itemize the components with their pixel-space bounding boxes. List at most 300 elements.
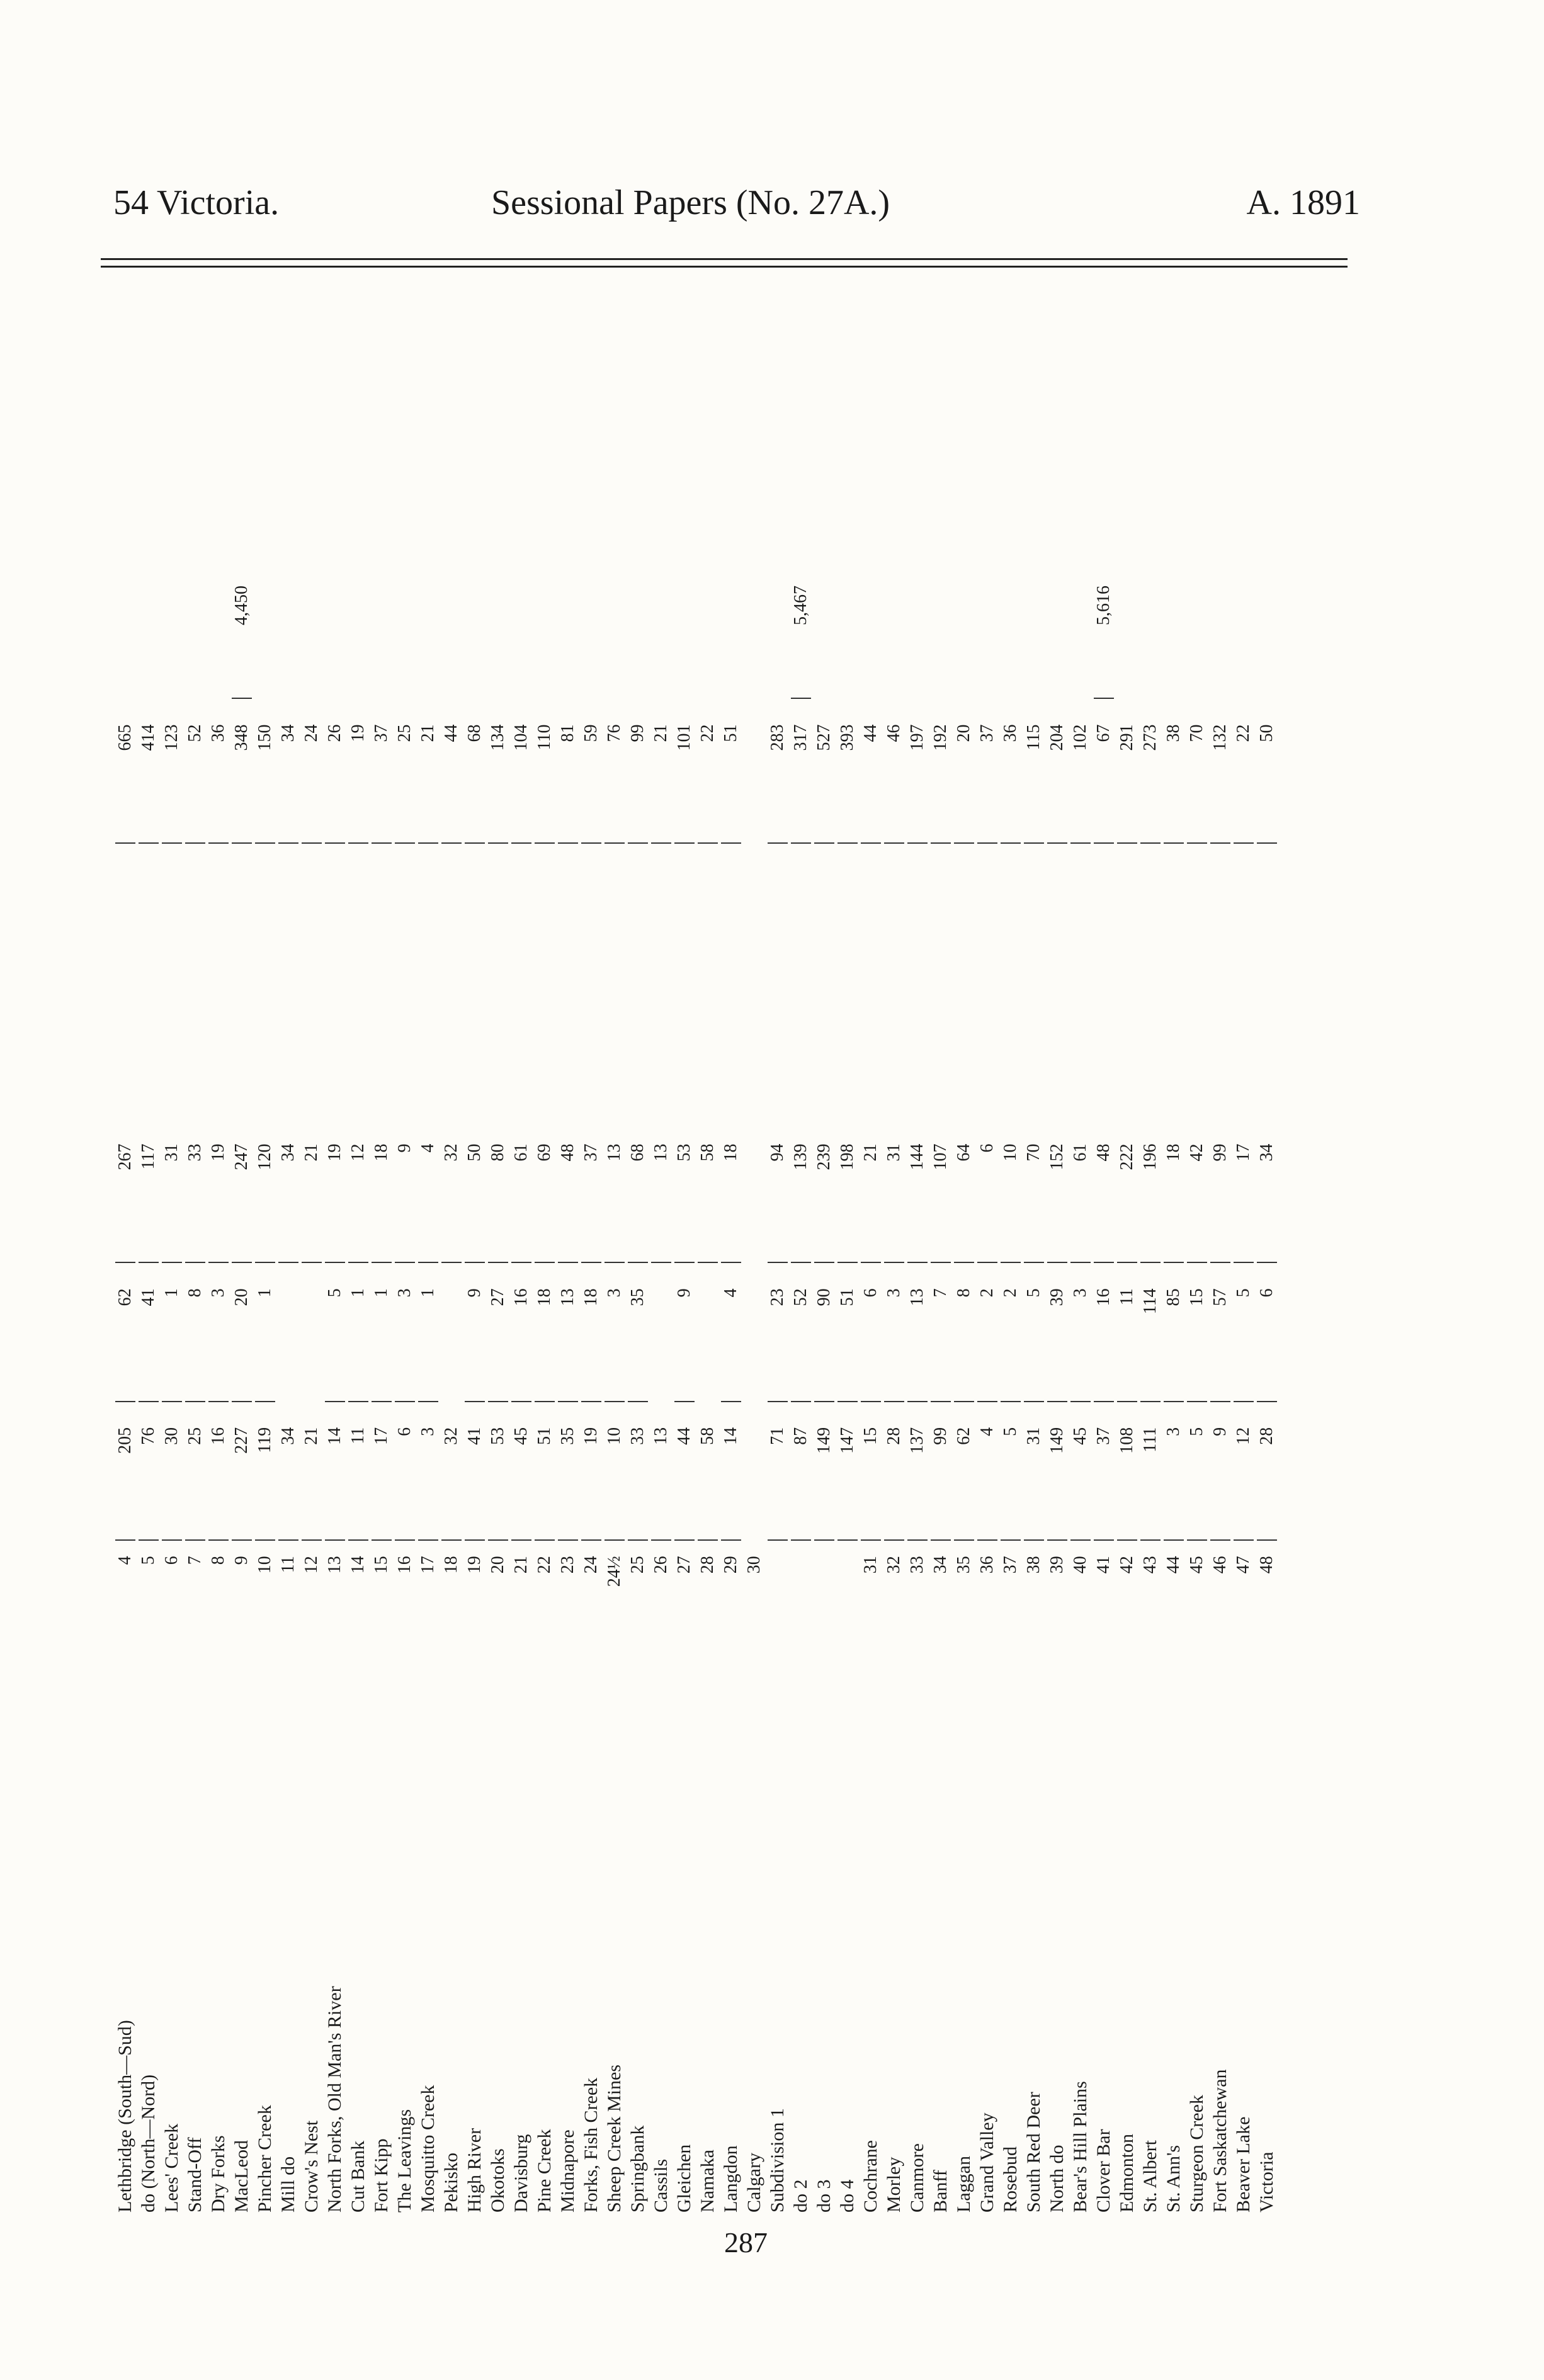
row-name: Davisburg — [510, 2134, 531, 2213]
row-name: Canmore — [906, 2143, 928, 2213]
value-3: 31 — [884, 1118, 904, 1263]
row-name: do 2 — [790, 2179, 811, 2213]
value-4: 21 — [418, 699, 438, 844]
value-1: 3 — [418, 1402, 438, 1541]
value-3: 80 — [488, 1118, 508, 1263]
value-1: 19 — [581, 1402, 601, 1541]
value-4: 273 — [1140, 699, 1161, 844]
row-number: 21 — [511, 1556, 531, 1574]
row-name: Cochrane — [860, 2140, 881, 2213]
header-left: 54 Victoria. — [113, 183, 280, 222]
table-row — [300, 567, 323, 2216]
row-number: 36 — [977, 1556, 997, 1574]
value-4: 101 — [674, 699, 695, 844]
value-3: 107 — [931, 1118, 951, 1263]
table-row — [160, 567, 183, 2216]
rotated-table-wrapper — [113, 567, 1348, 2216]
table-row — [719, 567, 742, 2216]
value-3: 9 — [395, 1118, 415, 1263]
value-3: 267 — [115, 1118, 135, 1263]
row-number: 34 — [930, 1556, 950, 1574]
table-row — [1255, 567, 1278, 2216]
value-2: 1 — [162, 1263, 182, 1402]
value-1: 99 — [931, 1402, 951, 1541]
row-name: Sturgeon Creek — [1186, 2095, 1207, 2213]
value-3: 37 — [581, 1118, 601, 1263]
value-2: 16 — [511, 1263, 531, 1402]
value-4: 19 — [348, 699, 368, 844]
row-name: Laggan — [953, 2156, 974, 2213]
value-2: 7 — [931, 1263, 951, 1402]
value-3: 117 — [139, 1118, 159, 1263]
table-row — [836, 567, 859, 2216]
value-1: 32 — [441, 1402, 462, 1541]
header-center: Sessional Papers (No. 27A.) — [491, 183, 890, 222]
value-4: 22 — [698, 699, 718, 844]
value-4: 132 — [1210, 699, 1230, 844]
row-number: 20 — [487, 1556, 508, 1574]
group-total: 5,467 — [791, 567, 811, 699]
value-2: 3 — [208, 1263, 229, 1402]
value-3: 239 — [814, 1118, 834, 1263]
value-3: 42 — [1187, 1118, 1207, 1263]
row-name: Springbank — [627, 2125, 648, 2213]
row-name: Bear's Hill Plains — [1069, 2081, 1091, 2213]
value-2: 3 — [884, 1263, 904, 1402]
row-name: Mill do — [277, 2156, 298, 2213]
row-name: Cassils — [650, 2158, 671, 2213]
value-3: 68 — [628, 1118, 648, 1263]
table-row — [509, 567, 533, 2216]
value-2: 16 — [1094, 1263, 1114, 1402]
value-2: 8 — [954, 1263, 974, 1402]
value-1: 108 — [1117, 1402, 1137, 1541]
value-1: 205 — [115, 1402, 135, 1541]
table-row — [1138, 567, 1162, 2216]
page-number: 287 — [724, 2226, 768, 2258]
value-1: 44 — [674, 1402, 695, 1541]
row-number: 7 — [184, 1556, 205, 1565]
row-name: Pincher Creek — [254, 2105, 275, 2213]
value-3: 18 — [721, 1118, 741, 1263]
value-3: 144 — [907, 1118, 928, 1263]
value-1: 3 — [1164, 1402, 1184, 1541]
value-4: 44 — [441, 699, 462, 844]
value-3: 33 — [185, 1118, 205, 1263]
value-3: 247 — [232, 1118, 252, 1263]
row-name: Grand Valley — [976, 2112, 997, 2213]
row-number: 28 — [697, 1556, 717, 1574]
table-row — [463, 567, 486, 2216]
value-4: 70 — [1187, 699, 1207, 844]
row-name: MacLeod — [230, 2140, 252, 2213]
table-row — [673, 567, 696, 2216]
value-3: 17 — [1234, 1118, 1254, 1263]
value-4: 36 — [1001, 699, 1021, 844]
row-name: do 4 — [836, 2179, 858, 2213]
value-1: 28 — [1257, 1402, 1277, 1541]
value-1: 4 — [977, 1402, 997, 1541]
value-3: 21 — [861, 1118, 881, 1263]
value-1: 147 — [837, 1402, 858, 1541]
row-number: 11 — [278, 1556, 298, 1573]
value-2: 41 — [139, 1263, 159, 1402]
table-row — [882, 567, 905, 2216]
table-row — [696, 567, 719, 2216]
row-name: Gleichen — [673, 2144, 695, 2213]
value-2: 1 — [372, 1263, 392, 1402]
row-name: Dry Forks — [207, 2135, 229, 2213]
row-name: High River — [463, 2128, 485, 2213]
value-1: 76 — [139, 1402, 159, 1541]
value-2: 5 — [1234, 1263, 1254, 1402]
value-4: 204 — [1047, 699, 1067, 844]
row-name: North Forks, Old Man's River — [324, 1986, 345, 2213]
table-row — [1185, 567, 1208, 2216]
value-1: 62 — [954, 1402, 974, 1541]
value-4: 76 — [605, 699, 625, 844]
value-2: 57 — [1210, 1263, 1230, 1402]
value-2: 9 — [465, 1263, 485, 1402]
value-2: 1 — [255, 1263, 275, 1402]
row-number: 33 — [907, 1556, 927, 1574]
value-1: 87 — [791, 1402, 811, 1541]
value-1: 33 — [628, 1402, 648, 1541]
value-4: 21 — [651, 699, 671, 844]
table-row — [486, 567, 509, 2216]
table-row — [1069, 567, 1092, 2216]
value-2: 15 — [1187, 1263, 1207, 1402]
header-right: A. 1891 — [1246, 183, 1360, 222]
value-1: 13 — [651, 1402, 671, 1541]
table-row — [183, 567, 207, 2216]
value-1: 35 — [558, 1402, 578, 1541]
value-1: 31 — [1024, 1402, 1044, 1541]
value-2: 3 — [1070, 1263, 1091, 1402]
value-2: 51 — [837, 1263, 858, 1402]
row-name: Cut Bank — [347, 2140, 368, 2213]
value-4: 291 — [1117, 699, 1137, 844]
value-4: 123 — [162, 699, 182, 844]
value-1: 17 — [372, 1402, 392, 1541]
value-4: 134 — [488, 699, 508, 844]
table-row — [1022, 567, 1045, 2216]
value-2: 85 — [1164, 1263, 1184, 1402]
polling-table — [113, 567, 1348, 2216]
value-3: 13 — [651, 1118, 671, 1263]
row-name: St. Albert — [1139, 2139, 1161, 2213]
value-2: 39 — [1047, 1263, 1067, 1402]
value-4: 67 — [1094, 699, 1114, 844]
value-3: 222 — [1117, 1118, 1137, 1263]
table-row — [1162, 567, 1185, 2216]
value-1: 137 — [907, 1402, 928, 1541]
value-3: 58 — [698, 1118, 718, 1263]
value-3: 34 — [1257, 1118, 1277, 1263]
value-4: 393 — [837, 699, 858, 844]
value-4: 37 — [977, 699, 997, 844]
row-number: 27 — [674, 1556, 694, 1574]
value-3: 18 — [372, 1118, 392, 1263]
row-name: Langdon — [720, 2145, 741, 2213]
value-4: 34 — [278, 699, 298, 844]
row-name: Lees' Creek — [161, 2123, 182, 2213]
row-number: 26 — [650, 1556, 671, 1574]
row-number: 40 — [1070, 1556, 1090, 1574]
value-3: 69 — [535, 1118, 555, 1263]
table-row — [859, 567, 882, 2216]
row-name: Banff — [929, 2170, 951, 2213]
value-4: 37 — [372, 699, 392, 844]
value-2: 18 — [535, 1263, 555, 1402]
value-3: 70 — [1024, 1118, 1044, 1263]
value-2: 13 — [558, 1263, 578, 1402]
value-4: 192 — [931, 699, 951, 844]
table-row — [346, 567, 370, 2216]
value-3: 48 — [558, 1118, 578, 1263]
table-row — [440, 567, 463, 2216]
row-name: Midnapore — [557, 2129, 578, 2213]
row-name: Mosquitto Creek — [417, 2085, 438, 2213]
row-number: 29 — [720, 1556, 741, 1574]
table-row — [766, 567, 789, 2216]
value-4: 36 — [208, 699, 229, 844]
value-2: 20 — [232, 1263, 252, 1402]
row-name: Morley — [883, 2156, 904, 2213]
row-number: 32 — [883, 1556, 904, 1574]
value-4: 99 — [628, 699, 648, 844]
value-1: 149 — [814, 1402, 834, 1541]
row-number: 19 — [464, 1556, 484, 1574]
group-total: 5,616 — [1094, 567, 1114, 699]
value-4: 665 — [115, 699, 135, 844]
value-3: 139 — [791, 1118, 811, 1263]
value-4: 110 — [535, 699, 555, 844]
value-1: 30 — [162, 1402, 182, 1541]
value-2: 3 — [605, 1263, 625, 1402]
value-1: 227 — [232, 1402, 252, 1541]
table-row — [1092, 567, 1115, 2216]
table-row — [230, 567, 253, 2216]
value-4: 115 — [1024, 699, 1044, 844]
value-4: 104 — [511, 699, 531, 844]
value-3: 31 — [162, 1118, 182, 1263]
value-2: 52 — [791, 1263, 811, 1402]
value-1: 119 — [255, 1402, 275, 1541]
table-row — [137, 567, 160, 2216]
row-name: St. Ann's — [1162, 2145, 1184, 2213]
table-row — [812, 567, 836, 2216]
value-3: 13 — [605, 1118, 625, 1263]
value-2: 8 — [185, 1263, 205, 1402]
table-row — [905, 567, 929, 2216]
row-name: South Red Deer — [1023, 2092, 1044, 2213]
value-3: 32 — [441, 1118, 462, 1263]
value-3: 64 — [954, 1118, 974, 1263]
value-1: 51 — [535, 1402, 555, 1541]
table-row — [1115, 567, 1138, 2216]
row-name: Clover Bar — [1093, 2129, 1114, 2213]
value-4: 46 — [884, 699, 904, 844]
value-3: 50 — [465, 1118, 485, 1263]
row-number: 16 — [394, 1556, 414, 1574]
table-row — [1045, 567, 1069, 2216]
table-row — [207, 567, 230, 2216]
row-number: 46 — [1210, 1556, 1230, 1574]
row-name: Fort Saskatchewan — [1209, 2069, 1230, 2213]
row-number: 31 — [860, 1556, 880, 1574]
row-name: Stand-Off — [184, 2137, 205, 2213]
table-row — [1232, 567, 1255, 2216]
table-row — [393, 567, 416, 2216]
row-name: do 3 — [813, 2179, 834, 2213]
value-4: 68 — [465, 699, 485, 844]
value-3: 198 — [837, 1118, 858, 1263]
value-1: 53 — [488, 1402, 508, 1541]
header-rule-1 — [101, 258, 1348, 260]
table-row — [323, 567, 346, 2216]
row-number: 42 — [1116, 1556, 1137, 1574]
table-row — [952, 567, 975, 2216]
row-number: 41 — [1093, 1556, 1113, 1574]
value-1: 111 — [1140, 1402, 1161, 1541]
value-4: 24 — [302, 699, 322, 844]
header-rule-2 — [101, 266, 1348, 268]
value-4: 22 — [1234, 699, 1254, 844]
value-2: 2 — [977, 1263, 997, 1402]
table-row — [416, 567, 440, 2216]
value-2: 3 — [395, 1263, 415, 1402]
value-3: 4 — [418, 1118, 438, 1263]
value-3: 6 — [977, 1118, 997, 1263]
row-name: Pekisko — [440, 2152, 462, 2213]
row-name: Subdivision 1 — [766, 2108, 788, 2213]
row-number: 22 — [534, 1556, 554, 1574]
table-row — [603, 567, 626, 2216]
value-4: 59 — [581, 699, 601, 844]
value-2: 6 — [861, 1263, 881, 1402]
row-number: 24½ — [604, 1556, 624, 1587]
value-2: 62 — [115, 1263, 135, 1402]
value-2: 90 — [814, 1263, 834, 1402]
row-number: 44 — [1163, 1556, 1183, 1574]
value-1: 6 — [395, 1402, 415, 1541]
table-row — [649, 567, 673, 2216]
table-row — [626, 567, 649, 2216]
table-row — [579, 567, 603, 2216]
row-name: Pine Creek — [533, 2129, 555, 2213]
row-number: 47 — [1233, 1556, 1253, 1574]
row-number: 17 — [417, 1556, 438, 1574]
row-name: Beaver Lake — [1232, 2116, 1254, 2213]
value-4: 52 — [185, 699, 205, 844]
row-number: 43 — [1140, 1556, 1160, 1574]
value-1: 41 — [465, 1402, 485, 1541]
value-2: 13 — [907, 1263, 928, 1402]
value-4: 102 — [1070, 699, 1091, 844]
value-2: 35 — [628, 1263, 648, 1402]
row-number: 9 — [231, 1556, 251, 1565]
value-1: 5 — [1187, 1402, 1207, 1541]
value-4: 348 — [232, 699, 252, 844]
row-number: 6 — [161, 1556, 181, 1565]
table-row — [113, 567, 137, 2216]
value-4: 51 — [721, 699, 741, 844]
value-3: 61 — [1070, 1118, 1091, 1263]
value-1: 14 — [721, 1402, 741, 1541]
value-1: 21 — [302, 1402, 322, 1541]
row-name: Victoria — [1256, 2151, 1277, 2213]
table-row — [789, 567, 812, 2216]
value-4: 44 — [861, 699, 881, 844]
value-4: 414 — [139, 699, 159, 844]
row-number: 4 — [115, 1556, 135, 1565]
row-number: 5 — [138, 1556, 158, 1565]
value-1: 14 — [325, 1402, 345, 1541]
row-name: Sheep Creek Mines — [603, 2065, 625, 2213]
row-name: Calgary — [743, 2153, 764, 2213]
value-2: 5 — [1024, 1263, 1044, 1402]
row-name: Lethbridge (South—Sud) — [114, 2020, 135, 2213]
value-4: 38 — [1164, 699, 1184, 844]
value-1: 16 — [208, 1402, 229, 1541]
table-row — [742, 567, 766, 2216]
table-row — [556, 567, 579, 2216]
row-number: 37 — [1000, 1556, 1020, 1574]
value-4: 527 — [814, 699, 834, 844]
value-3: 19 — [208, 1118, 229, 1263]
value-1: 9 — [1210, 1402, 1230, 1541]
value-3: 196 — [1140, 1118, 1161, 1263]
value-3: 18 — [1164, 1118, 1184, 1263]
value-1: 11 — [348, 1402, 368, 1541]
value-1: 45 — [1070, 1402, 1091, 1541]
row-number: 39 — [1047, 1556, 1067, 1574]
value-2: 27 — [488, 1263, 508, 1402]
value-3: 61 — [511, 1118, 531, 1263]
value-2: 1 — [418, 1263, 438, 1402]
row-name: North do — [1046, 2145, 1067, 2213]
table-row — [370, 567, 393, 2216]
row-number: 24 — [581, 1556, 601, 1574]
row-number: 30 — [744, 1556, 764, 1574]
value-3: 21 — [302, 1118, 322, 1263]
value-2: 18 — [581, 1263, 601, 1402]
value-1: 5 — [1001, 1402, 1021, 1541]
table-row — [1208, 567, 1232, 2216]
row-number: 18 — [441, 1556, 461, 1574]
value-3: 120 — [255, 1118, 275, 1263]
value-4: 81 — [558, 699, 578, 844]
row-name: Rosebud — [999, 2146, 1021, 2213]
value-4: 20 — [954, 699, 974, 844]
row-number: 23 — [557, 1556, 577, 1574]
value-4: 283 — [768, 699, 788, 844]
table-row — [999, 567, 1022, 2216]
row-name: Edmonton — [1116, 2134, 1137, 2213]
group-total: 4,450 — [232, 567, 252, 699]
value-1: 149 — [1047, 1402, 1067, 1541]
value-3: 19 — [325, 1118, 345, 1263]
value-4: 317 — [791, 699, 811, 844]
value-1: 58 — [698, 1402, 718, 1541]
value-3: 99 — [1210, 1118, 1230, 1263]
row-name: do (North—Nord) — [137, 2074, 159, 2213]
row-number: 14 — [348, 1556, 368, 1574]
row-number: 13 — [324, 1556, 344, 1574]
row-number: 8 — [208, 1556, 228, 1565]
row-name: Okotoks — [487, 2148, 508, 2213]
